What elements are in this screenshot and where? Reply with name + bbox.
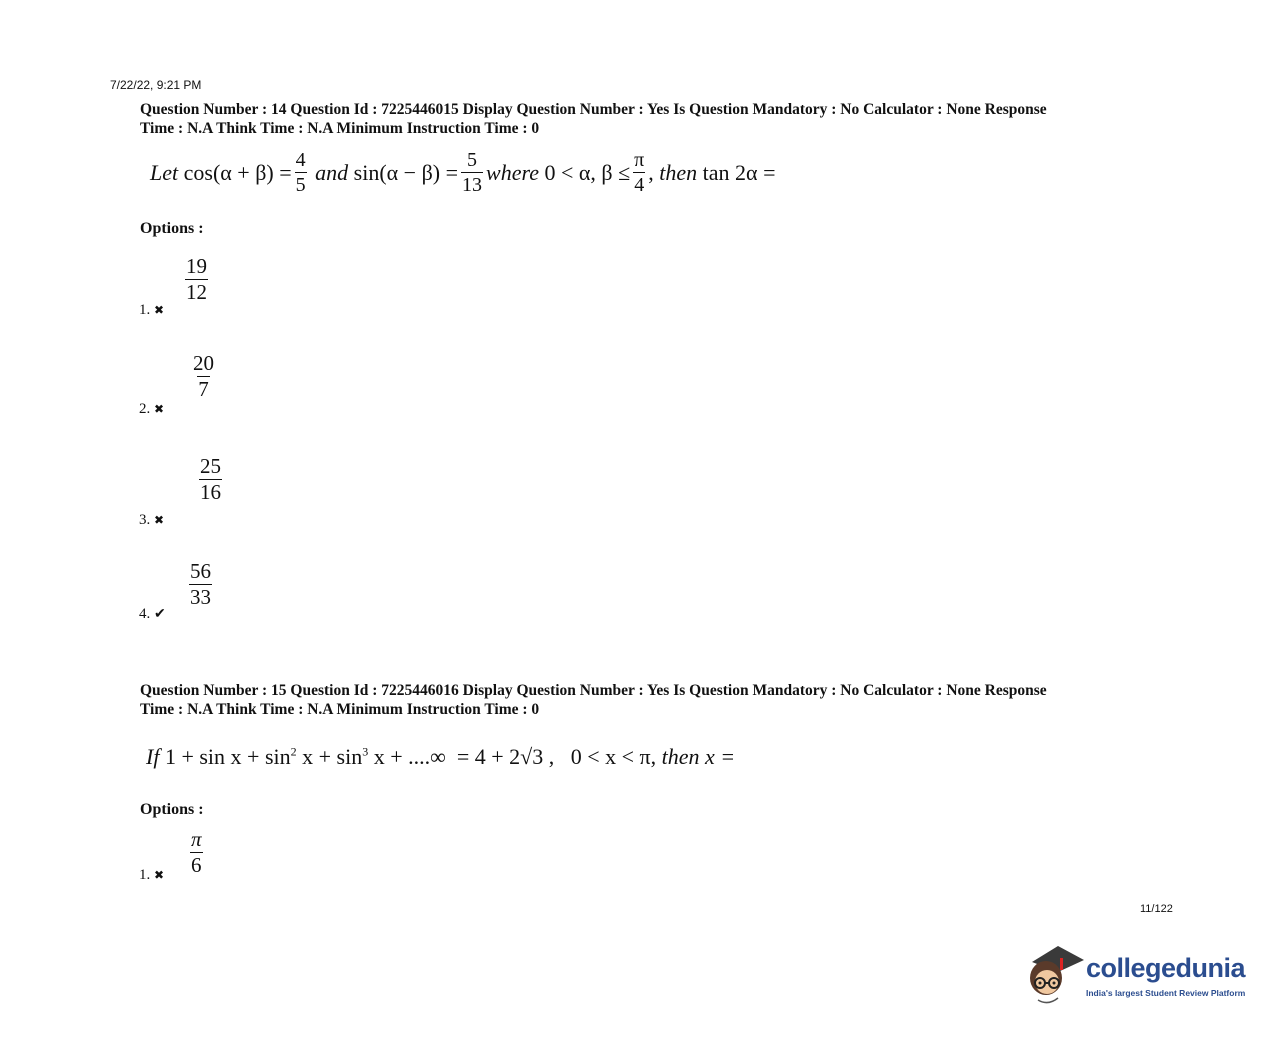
- series-part: 1 + sin x + sin: [164, 744, 291, 769]
- q14-comma: ,: [648, 159, 654, 185]
- option-number: 2.: [139, 401, 151, 417]
- q14-options-label: Options :: [140, 220, 204, 237]
- frac-num: 19: [186, 254, 207, 278]
- q14-option-2-value: [192, 353, 215, 400]
- q14-option-4-value: [189, 561, 212, 608]
- q14-meta-line1: Question Number : 14 Question Id : 7225446015 Display Question Number : Yes Is Question Mandatory : No Calculator : None Response: [140, 101, 1047, 118]
- q15-if: If: [146, 744, 160, 769]
- check-icon: ✔: [154, 607, 166, 622]
- q14-sin-expr: sin(α − β) =: [353, 159, 459, 185]
- q15-series: [165, 744, 446, 770]
- collegedunia-mascot-icon: [1024, 940, 1084, 1006]
- q14-option-1-value: [185, 256, 208, 303]
- collegedunia-tagline: India's largest Student Review Platform: [1086, 988, 1246, 998]
- q14-and: and: [315, 159, 349, 185]
- q14-option-1: [139, 302, 164, 319]
- exponent: 3: [362, 744, 369, 759]
- frac-num: π: [191, 827, 202, 851]
- option-number: 1.: [139, 867, 151, 883]
- q15-equals: = 4 + 2√3 ,: [456, 744, 555, 769]
- option-number: 4.: [139, 606, 151, 622]
- cross-icon: ✖: [154, 303, 165, 317]
- q14-cos-expr: cos(α + β) =: [183, 159, 292, 185]
- q14-frac-pi-4: [633, 150, 645, 195]
- frac-den: 16: [200, 480, 221, 504]
- series-part: x + ....∞: [368, 744, 446, 769]
- page-number: 11/122: [1140, 903, 1173, 915]
- q15-x-expr: x =: [705, 744, 736, 769]
- q14-condition: 0 < α, β ≤: [544, 159, 631, 185]
- q14-metadata: [140, 100, 1180, 138]
- frac-den: 13: [462, 174, 483, 196]
- q15-options-label: Options :: [140, 801, 204, 818]
- q14-option-3-value: [199, 456, 222, 503]
- q15-metadata: [140, 681, 1180, 719]
- q15-option-1-value: [190, 829, 203, 876]
- collegedunia-logo-text: collegedunia: [1086, 953, 1246, 983]
- cross-icon: ✖: [154, 513, 165, 527]
- q15-range: 0 < x < π,: [570, 744, 657, 769]
- exponent: 2: [290, 744, 297, 759]
- q14-then: then: [659, 159, 698, 185]
- frac-num: π: [634, 149, 645, 171]
- q14-frac-4-5: [295, 150, 307, 195]
- q14-where: where: [486, 159, 539, 185]
- frac-num: 5: [467, 149, 478, 171]
- q15-meta-line1: Question Number : 15 Question Id : 7225446016 Display Question Number : Yes Is Question Mandatory : No Calculator : None Response: [140, 682, 1047, 699]
- frac-num: 4: [295, 149, 306, 171]
- frac-den: 5: [295, 174, 306, 196]
- q14-option-3: [139, 512, 164, 529]
- frac-den: 33: [190, 585, 211, 609]
- q15-then: then: [661, 744, 700, 769]
- frac-num: 56: [190, 559, 211, 583]
- q15-meta-line2: Time : N.A Think Time : N.A Minimum Instruction Time : 0: [140, 701, 540, 718]
- cross-icon: ✖: [154, 402, 165, 416]
- cross-icon: ✖: [154, 868, 165, 882]
- frac-den: 4: [634, 174, 645, 196]
- q15-question-text: [146, 744, 735, 770]
- series-part: x + sin: [296, 744, 363, 769]
- q14-frac-5-13: [461, 150, 483, 195]
- q14-option-2: [139, 401, 164, 418]
- frac-den: 12: [186, 280, 207, 304]
- option-number: 3.: [139, 512, 151, 528]
- q14-option-4: [139, 606, 166, 623]
- frac-num: 25: [200, 454, 221, 478]
- q14-question-text: [150, 150, 775, 195]
- option-number: 1.: [139, 302, 151, 318]
- q14-tan-expr: tan 2α =: [702, 159, 776, 185]
- print-timestamp: 7/22/22, 9:21 PM: [110, 78, 202, 92]
- frac-den: 7: [198, 377, 209, 401]
- frac-den: 6: [191, 853, 202, 877]
- q14-meta-line2: Time : N.A Think Time : N.A Minimum Instruction Time : 0: [140, 120, 540, 137]
- frac-num: 20: [193, 351, 214, 375]
- q14-let: Let: [150, 159, 179, 185]
- q15-option-1: [139, 867, 164, 884]
